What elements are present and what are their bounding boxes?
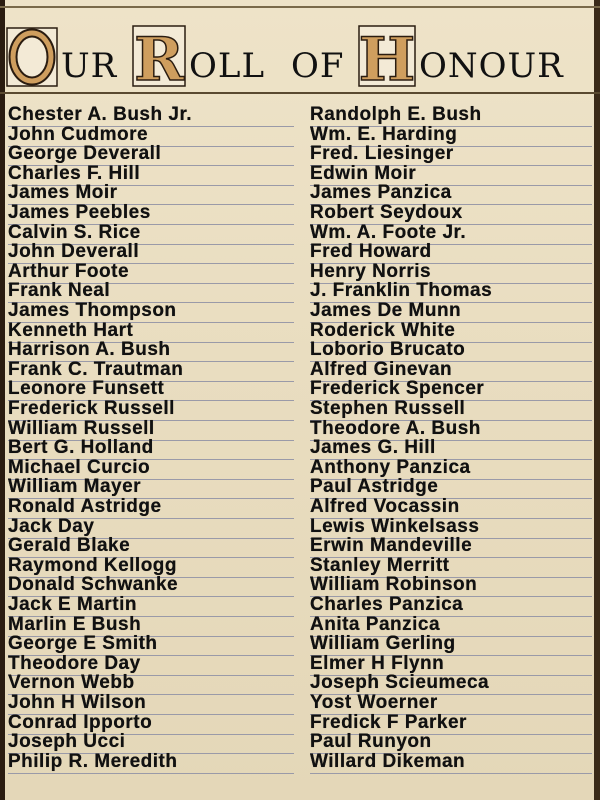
left-name-column bbox=[8, 104, 294, 800]
honour-name-left: Calvin S. Rice bbox=[8, 222, 294, 245]
honour-name-right: Fred Howard bbox=[310, 241, 592, 264]
right-name-column bbox=[310, 104, 592, 800]
honour-name-left: Charles F. Hill bbox=[8, 163, 294, 186]
honour-name-right: Joseph Scieumeca bbox=[310, 672, 592, 695]
title-word-onour: ONOUR bbox=[419, 46, 564, 86]
honour-name-right: Edwin Moir bbox=[310, 163, 592, 186]
honour-name-right: Roderick White bbox=[310, 320, 592, 343]
honour-name-left: Raymond Kellogg bbox=[8, 555, 294, 578]
honour-name-right: Wm. A. Foote Jr. bbox=[310, 222, 592, 245]
honour-name-right: Paul Runyon bbox=[310, 731, 592, 754]
honour-name-right: Wm. E. Harding bbox=[310, 124, 592, 147]
honour-name-left: Jack E Martin bbox=[8, 594, 294, 617]
honour-name-left: Frederick Russell bbox=[8, 398, 294, 421]
honour-name-left: Leonore Funsett bbox=[8, 378, 294, 401]
honour-name-left: Theodore Day bbox=[8, 653, 294, 676]
honour-name-left: Vernon Webb bbox=[8, 672, 294, 695]
honour-name-left: James Peebles bbox=[8, 202, 294, 225]
top-rule bbox=[0, 6, 600, 8]
honour-name-right: James De Munn bbox=[310, 300, 592, 323]
honour-name-right: Alfred Ginevan bbox=[310, 359, 592, 382]
honour-name-right: Alfred Vocassin bbox=[310, 496, 592, 519]
honour-name-right: Erwin Mandeville bbox=[310, 535, 592, 558]
honour-name-right: Stanley Merritt bbox=[310, 555, 592, 578]
honour-name-right: J. Franklin Thomas bbox=[310, 280, 592, 303]
initial-h-text: H bbox=[358, 25, 416, 92]
honour-name-right: Charles Panzica bbox=[310, 594, 592, 617]
honour-name-right: James Panzica bbox=[310, 182, 592, 205]
honour-name-right: Frederick Spencer bbox=[310, 378, 592, 401]
honour-name-left: Ronald Astridge bbox=[8, 496, 294, 519]
honour-name-left: Harrison A. Bush bbox=[8, 339, 294, 362]
honour-name-right: James G. Hill bbox=[310, 437, 592, 460]
honour-name-left: John H Wilson bbox=[8, 692, 294, 715]
honour-name-left: James Thompson bbox=[8, 300, 294, 323]
title-divider bbox=[0, 92, 600, 94]
honour-name-right: Stephen Russell bbox=[310, 398, 592, 421]
honour-name-right: Randolph E. Bush bbox=[310, 104, 592, 127]
honour-name-left: Bert G. Holland bbox=[8, 437, 294, 460]
honour-name-left: Marlin E Bush bbox=[8, 614, 294, 637]
initial-o-text: O bbox=[31, 70, 33, 71]
honour-name-left: James Moir bbox=[8, 182, 294, 205]
honour-name-left: Jack Day bbox=[8, 516, 294, 539]
honour-name-right: Willard Dikeman bbox=[310, 751, 592, 774]
title-lettering bbox=[5, 22, 595, 92]
honour-name-left: Chester A. Bush Jr. bbox=[8, 104, 294, 127]
honour-name-left: George E Smith bbox=[8, 633, 294, 656]
honour-name-right: Henry Norris bbox=[310, 261, 592, 284]
page-title bbox=[0, 22, 600, 92]
honour-name-right: Anthony Panzica bbox=[310, 457, 592, 480]
honour-name-left: Michael Curcio bbox=[8, 457, 294, 480]
title-word-of: OF bbox=[291, 46, 345, 86]
honour-name-right: Elmer H Flynn bbox=[310, 653, 592, 676]
title-word-ur: UR bbox=[61, 46, 118, 86]
honour-name-right: Anita Panzica bbox=[310, 614, 592, 637]
initial-letter-h bbox=[359, 25, 416, 92]
honour-name-left: Frank Neal bbox=[8, 280, 294, 303]
frame-left-edge bbox=[0, 0, 5, 800]
honour-name-left: William Mayer bbox=[8, 476, 294, 499]
honour-name-left: Donald Schwanke bbox=[8, 574, 294, 597]
honour-name-right: Theodore A. Bush bbox=[310, 418, 592, 441]
honour-name-left: John Cudmore bbox=[8, 124, 294, 147]
honour-name-right: Fredick F Parker bbox=[310, 712, 592, 735]
honour-name-right: Yost Woerner bbox=[310, 692, 592, 715]
honour-name-right: William Gerling bbox=[310, 633, 592, 656]
honour-name-left: Frank C. Trautman bbox=[8, 359, 294, 382]
honour-name-left: Gerald Blake bbox=[8, 535, 294, 558]
initial-r-text: R bbox=[134, 25, 184, 92]
initial-letter-r bbox=[133, 25, 185, 92]
honour-name-left: George Deverall bbox=[8, 143, 294, 166]
honour-name-left: Philip R. Meredith bbox=[8, 751, 294, 774]
honour-name-right: Paul Astridge bbox=[310, 476, 592, 499]
frame-right-edge bbox=[594, 0, 600, 800]
honour-name-left: John Deverall bbox=[8, 241, 294, 264]
honour-name-left: Conrad Ipporto bbox=[8, 712, 294, 735]
initial-letter-o bbox=[7, 28, 57, 86]
honour-name-right: Fred. Liesinger bbox=[310, 143, 592, 166]
honour-name-right: Robert Seydoux bbox=[310, 202, 592, 225]
honour-name-left: Arthur Foote bbox=[8, 261, 294, 284]
honour-name-left: William Russell bbox=[8, 418, 294, 441]
title-word-oll: OLL bbox=[189, 46, 266, 86]
honour-name-left: Kenneth Hart bbox=[8, 320, 294, 343]
honour-name-left: Joseph Ucci bbox=[8, 731, 294, 754]
honour-name-right: Lewis Winkelsass bbox=[310, 516, 592, 539]
honour-name-right: Loborio Brucato bbox=[310, 339, 592, 362]
honour-name-right: William Robinson bbox=[310, 574, 592, 597]
